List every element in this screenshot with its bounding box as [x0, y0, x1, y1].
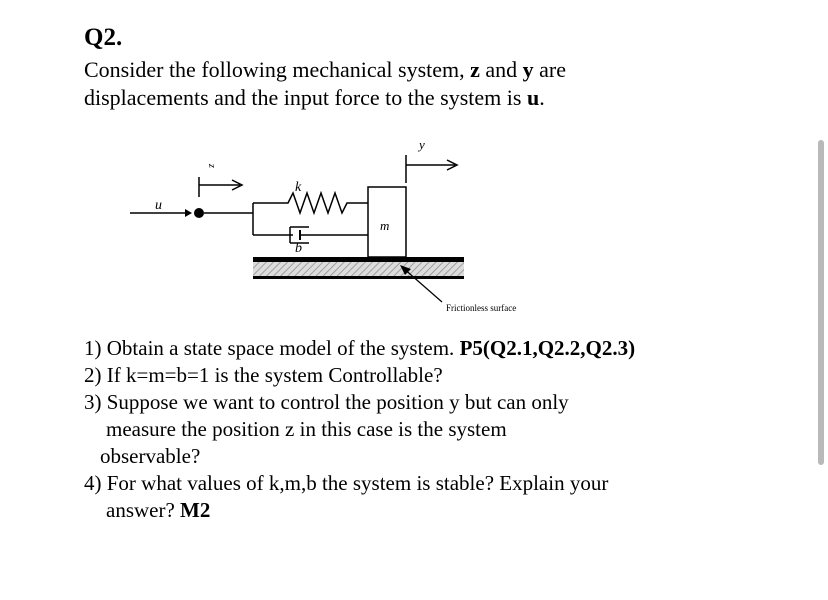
input-force-arrowhead [185, 209, 192, 217]
scrollbar[interactable] [818, 140, 824, 465]
label-y: y [419, 137, 425, 152]
sub-question-3 [84, 389, 804, 470]
sub-question-4 [84, 470, 804, 524]
sub-question-2 [84, 362, 804, 389]
sub-question-2-text: 2) If k=m=b=1 is the system Controllable? [84, 363, 443, 387]
question-intro [84, 56, 804, 112]
label-m: m [380, 218, 390, 233]
intro-text-2: displacements and the input force to the system is [84, 85, 527, 110]
intro-text-1: Consider the following mechanical system, [84, 57, 471, 82]
intro-line-1 [84, 56, 804, 84]
sub-question-4-text: 4) For what values of k,m,b the system is stable? Explain your [84, 471, 609, 495]
sub-question-1 [84, 335, 804, 362]
sub-question-4-points: M2 [180, 498, 211, 522]
spring [253, 193, 368, 213]
sub-question-3-text: 3) Suppose we want to control the position y but can only [84, 390, 569, 414]
label-u: u [155, 198, 162, 213]
label-b: b [295, 241, 302, 256]
intro-var-u: u [526, 85, 540, 110]
ground-bottom-edge [253, 276, 464, 279]
intro-text-2-end: . [539, 85, 545, 110]
node-z [194, 208, 204, 218]
question-title: Q2. [84, 24, 123, 51]
intro-var-z: z [470, 57, 480, 82]
sub-question-1-text: 1) Obtain a state space model of the system. [84, 336, 460, 360]
label-z: z [206, 164, 217, 168]
mechanical-system-diagram [110, 135, 590, 325]
ground-top-edge [253, 257, 464, 262]
surface-label: Frictionless surface [446, 303, 517, 313]
intro-var-y: y [522, 57, 534, 82]
sub-questions [84, 335, 804, 524]
intro-text-1-end: are [533, 57, 567, 82]
intro-line-2 [84, 84, 804, 112]
sub-question-4-cont [84, 497, 804, 524]
label-k: k [295, 180, 302, 195]
intro-and: and [479, 57, 523, 82]
sub-question-3-cont-2: observable? [100, 444, 201, 468]
ground-hatch [253, 262, 464, 276]
sub-question-3-cont-1: measure the position z in this case is the system [106, 417, 507, 441]
sub-question-1-points: P5(Q2.1,Q2.2,Q2.3) [459, 336, 636, 360]
sub-question-4-cont-text: answer? [106, 498, 181, 522]
